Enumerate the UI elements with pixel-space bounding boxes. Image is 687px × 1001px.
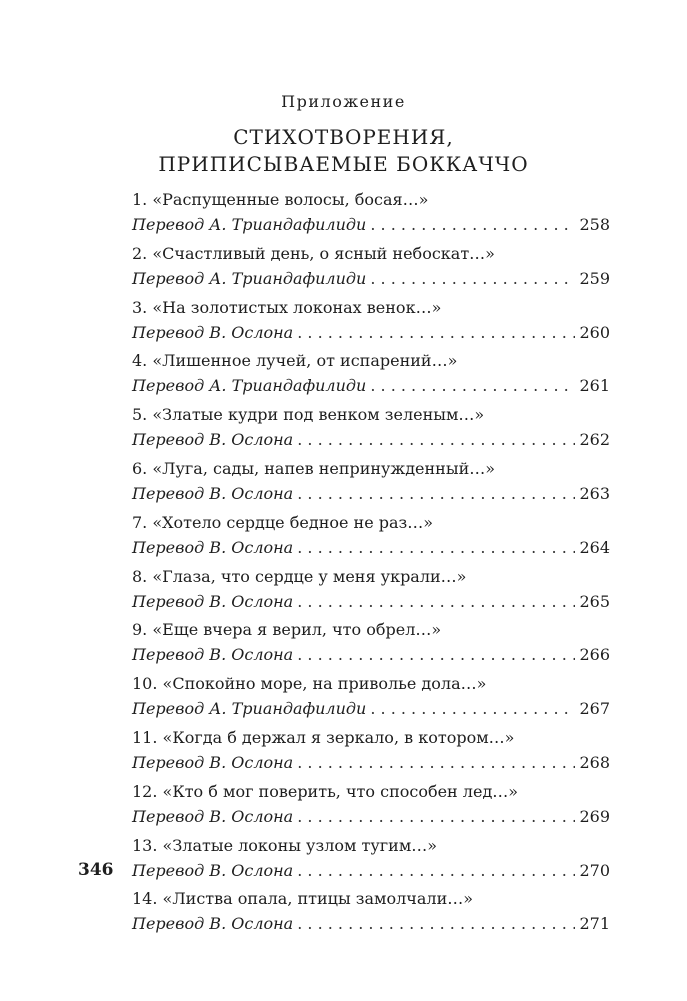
toc-entry-line	[132, 320, 610, 345]
toc-entry-page: 264	[579, 537, 610, 557]
toc-entry-page: 263	[579, 483, 610, 503]
toc-entry-title: 14. «Листва опала, птицы замолчали…»	[132, 889, 474, 909]
toc-entry-line	[132, 481, 610, 506]
dot-leader	[297, 320, 575, 345]
toc-entry-translator: Перевод А. Триандафилиди	[132, 376, 367, 396]
toc-entry-line	[132, 750, 610, 775]
toc-entry-page: 261	[579, 376, 610, 396]
page-title-line-1: СТИХОТВОРЕНИЯ,	[233, 125, 454, 149]
dot-leader	[370, 696, 575, 721]
toc-entry[interactable]	[132, 456, 610, 510]
table-of-contents	[132, 187, 610, 940]
toc-entry-line	[132, 858, 610, 883]
toc-entry-title: 3. «На золотистых локонах венок…»	[132, 297, 442, 317]
page-number: 346	[78, 860, 114, 880]
toc-entry-line	[132, 911, 610, 936]
toc-entry-line	[132, 266, 610, 291]
toc-entry-title: 7. «Хотело сердце бедное не раз…»	[132, 512, 434, 532]
toc-entry-title: 6. «Луга, сады, напев непринужденный…»	[132, 458, 496, 478]
toc-entry-translator: Перевод А. Триандафилиди	[132, 699, 367, 719]
toc-entry-title: 12. «Кто б мог поверить, что способен лед…»	[132, 781, 519, 801]
toc-entry-title: 1. «Распущенные волосы, босая…»	[132, 190, 429, 209]
toc-entry[interactable]	[132, 833, 610, 887]
dot-leader	[297, 589, 575, 614]
toc-entry-page: 258	[579, 215, 610, 234]
toc-entry-translator: Перевод В. Ослона	[132, 645, 294, 665]
toc-entry-title: 11. «Когда б держал я зеркало, в котором…»	[132, 727, 515, 747]
toc-entry-line	[132, 373, 610, 398]
toc-entry-page: 259	[579, 268, 610, 288]
toc-entry-title: 10. «Спокойно море, на приволье дола…»	[132, 674, 487, 694]
toc-entry-page: 265	[579, 591, 610, 611]
toc-entry[interactable]	[132, 187, 610, 241]
dot-leader	[297, 750, 575, 775]
toc-entry-page: 262	[579, 430, 610, 450]
toc-entry[interactable]	[132, 886, 610, 940]
toc-entry[interactable]	[132, 510, 610, 564]
dot-leader	[297, 911, 575, 936]
toc-entry-line	[132, 589, 610, 614]
dot-leader	[297, 481, 575, 506]
dot-leader	[370, 373, 575, 398]
toc-entry-title: 8. «Глаза, что сердце у меня украли…»	[132, 566, 467, 586]
dot-leader	[297, 427, 575, 452]
toc-entry[interactable]	[132, 295, 610, 349]
toc-entry[interactable]	[132, 779, 610, 833]
dot-leader	[370, 266, 575, 291]
toc-entry-translator: Перевод В. Ослона	[132, 591, 294, 611]
section-label: Приложение	[281, 92, 406, 111]
dot-leader	[297, 804, 575, 829]
toc-entry[interactable]	[132, 348, 610, 402]
toc-entry-page: 266	[579, 645, 610, 665]
toc-entry-line	[132, 642, 610, 667]
toc-entry-translator: Перевод В. Ослона	[132, 752, 294, 772]
toc-entry-translator: Перевод В. Ослона	[132, 322, 294, 342]
toc-entry-translator: Перевод А. Триандафилиди	[132, 215, 367, 234]
toc-entry-line	[132, 212, 610, 237]
toc-entry-page: 260	[579, 322, 610, 342]
page-title	[0, 124, 687, 178]
toc-entry-line	[132, 696, 610, 721]
toc-entry[interactable]	[132, 671, 610, 725]
toc-entry-translator: Перевод В. Ослона	[132, 914, 294, 934]
toc-entry-title: 4. «Лишенное лучей, от испарений…»	[132, 351, 458, 371]
toc-entry-line	[132, 804, 610, 829]
toc-entry-translator: Перевод В. Ослона	[132, 483, 294, 503]
toc-entry-translator: Перевод В. Ослона	[132, 860, 294, 880]
toc-entry-translator: Перевод А. Триандафилиди	[132, 268, 367, 288]
toc-entry-translator: Перевод В. Ослона	[132, 806, 294, 826]
toc-entry-page: 267	[579, 699, 610, 719]
toc-entry-translator: Перевод В. Ослона	[132, 537, 294, 557]
dot-leader	[297, 535, 575, 560]
toc-entry-translator: Перевод В. Ослона	[132, 430, 294, 450]
toc-entry[interactable]	[132, 725, 610, 779]
toc-entry[interactable]	[132, 564, 610, 618]
page-title-line-2: ПРИПИСЫВАЕМЫЕ БОККАЧЧО	[158, 152, 529, 176]
dot-leader	[297, 858, 575, 883]
dot-leader	[297, 642, 575, 667]
toc-entry-line	[132, 535, 610, 560]
toc-entry-line	[132, 427, 610, 452]
toc-entry-title: 13. «Златые локоны узлом тугим…»	[132, 835, 438, 855]
toc-entry-page: 269	[579, 806, 610, 826]
toc-entry-title: 2. «Счастливый день, о ясный небоскат…»	[132, 243, 495, 263]
dot-leader	[370, 212, 575, 237]
toc-entry-title: 5. «Златые кудри под венком зеленым…»	[132, 405, 485, 425]
toc-entry-page: 271	[579, 914, 610, 934]
toc-entry-page: 270	[579, 860, 610, 880]
toc-entry-page: 268	[579, 752, 610, 772]
toc-entry[interactable]	[132, 241, 610, 295]
toc-entry-title: 9. «Еще вчера я верил, что обрел…»	[132, 620, 442, 640]
toc-entry[interactable]	[132, 402, 610, 456]
toc-entry[interactable]	[132, 617, 610, 671]
